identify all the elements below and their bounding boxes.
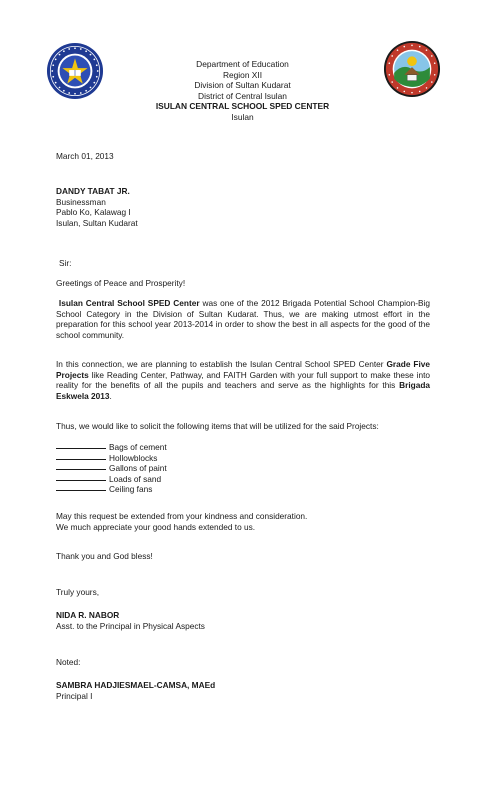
- header-school-name: ISULAN CENTRAL SCHOOL SPED CENTER: [155, 101, 330, 112]
- header-region: Region XII: [222, 69, 263, 80]
- paragraph-2: [56, 359, 430, 401]
- blank-line: [56, 480, 106, 481]
- header-town: Isulan: [231, 111, 254, 122]
- list-item: [56, 442, 430, 453]
- paragraph-1-text: was one of the 2012 Brigada Potential School Champion-Big School Category in the Division of Sultan Kudarat. Thus, we are making utmost effort in the preparation for this school year 2013-2014 in order to show the best in all aspects for the good of the school community.: [56, 298, 430, 340]
- closing-line-2: We much appreciate your good hands extended to us.: [56, 521, 256, 532]
- blank-line: [56, 459, 106, 460]
- noted-label: Noted:: [56, 657, 81, 667]
- item-label: Gallons of paint: [109, 463, 167, 474]
- letter-date: March 01, 2013: [56, 151, 114, 161]
- projects-emphasis: Grade Five Projects: [56, 359, 430, 380]
- brigada-emphasis: Brigada Eskwela 2013: [56, 380, 430, 401]
- greeting: Greetings of Peace and Prosperity!: [56, 278, 186, 288]
- paragraph-2-text-1: In this connection, we are planning to establish the Isulan Central School SPED Center: [56, 359, 387, 369]
- paragraph-2-text-3: .: [109, 390, 112, 401]
- salutation: Sir:: [59, 258, 72, 268]
- paragraph-1: [56, 298, 430, 340]
- closing-block: [56, 511, 430, 532]
- blank-line: [56, 448, 106, 449]
- item-label: Bags of cement: [109, 442, 167, 452]
- signer-block: [56, 610, 430, 631]
- principal-block: [56, 680, 430, 701]
- principal-name: SAMBRA HADJIESMAEL-CAMSA, MAEd: [56, 680, 216, 690]
- recipient-title: Businessman: [56, 196, 106, 207]
- thanks-line: Thank you and God bless!: [56, 551, 153, 561]
- item-label: Loads of sand: [109, 473, 162, 484]
- signer-name: NIDA R. NABOR: [56, 610, 120, 620]
- header-division: Division of Sultan Kudarat: [194, 80, 291, 91]
- list-item: [56, 474, 430, 485]
- list-item: [56, 463, 430, 474]
- item-label: Hollowblocks: [109, 452, 158, 463]
- list-item: [56, 453, 430, 464]
- signer-title: Asst. to the Principal in Physical Aspects: [56, 620, 205, 631]
- solicited-items-list: [56, 442, 430, 495]
- header-department: Department of Education: [196, 59, 289, 69]
- header-district: District of Central Isulan: [198, 90, 287, 101]
- paragraph-3: Thus, we would like to solicit the following items that will be utilized for the said Projects:: [56, 421, 379, 431]
- recipient-block: [56, 186, 430, 228]
- paragraph-2-text-2: like Reading Center, Pathway, and FAITH Garden with your full support to make these into reality for the benefits of all the pupils and teachers and serve as the highlights for this: [56, 369, 430, 391]
- blank-line: [56, 490, 106, 491]
- valediction: Truly yours,: [56, 587, 100, 597]
- recipient-address-1: Pablo Ko, Kalawag I: [56, 207, 131, 218]
- principal-title: Principal I: [56, 690, 93, 701]
- recipient-name: DANDY TABAT JR.: [56, 186, 130, 196]
- recipient-address-2: Isulan, Sultan Kudarat: [56, 217, 138, 228]
- closing-line-1: May this request be extended from your kindness and consideration.: [56, 511, 308, 521]
- list-item: [56, 484, 430, 495]
- blank-line: [56, 469, 106, 470]
- school-name-emphasis: Isulan Central School SPED Center: [58, 298, 200, 308]
- item-label: Ceiling fans: [109, 484, 153, 495]
- letterhead: [0, 59, 485, 123]
